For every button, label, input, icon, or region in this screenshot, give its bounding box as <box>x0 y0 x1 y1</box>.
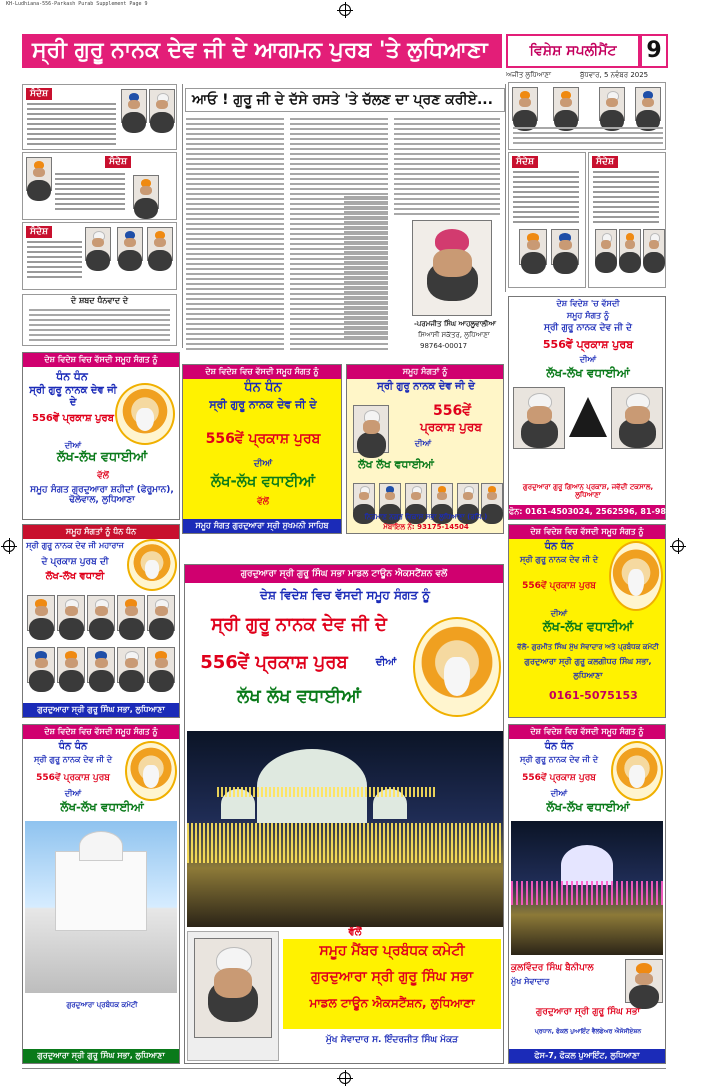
ad-line: ਸ੍ਰੀ ਗੁਰੂ ਨਾਨਕ ਦੇਵ ਜੀ ਦੇ <box>209 398 317 411</box>
registration-mark-top <box>339 4 351 16</box>
ad-singh-sabha-left <box>22 524 180 718</box>
ad-nirman-nagar <box>346 364 504 534</box>
article-column-1 <box>186 118 284 353</box>
thanks-notice <box>22 294 177 346</box>
ad-line: ਦੀਆਂ <box>375 657 397 668</box>
portrait <box>147 227 173 261</box>
gurdwara-night-photo <box>187 731 503 927</box>
ad-line: ਧੰਨ ਧੰਨ <box>56 370 88 383</box>
portrait <box>611 387 663 449</box>
ad-sponsor-box <box>283 939 501 1029</box>
message-box-5 <box>508 152 586 288</box>
portrait <box>117 595 145 631</box>
ad-top-line: ਦੇਸ਼ ਵਿਦੇਸ਼ ਵਿਚ ਵੱਸਦੀ ਸਮੂਹ ਸੰਗਤ ਨੂੰ <box>509 525 665 539</box>
ad-phone: ਮੋਬਾਇਲ ਨੰ: 93175-14504 <box>383 523 469 531</box>
ad-line: ਧੰਨ ਧੰਨ <box>544 541 574 552</box>
author-role: ਸਿਆਸੀ ਸਕੱਤਰ, ਲੁਧਿਆਣਾ <box>418 331 490 339</box>
ad-line: 556ਵੇਂ ਪ੍ਰਕਾਸ਼ ਪੁਰਬ <box>522 773 596 783</box>
ad-line: 556ਵੇਂ ਪ੍ਰਕਾਸ਼ ਪੁਰਬ <box>542 338 634 351</box>
gurdwara-day-photo <box>25 821 177 993</box>
ad-line: 556ਵੇਂ ਪ੍ਰਕਾਸ਼ ਪੁਰਬ <box>36 773 110 783</box>
ad-line: ਧੰਨ ਧੰਨ <box>58 741 88 752</box>
portrait <box>57 595 85 631</box>
ad-benipal-focal-point <box>508 724 666 1064</box>
bottom-rule <box>22 1068 666 1069</box>
ad-singh-sabha-bottom-left <box>22 724 180 1064</box>
ad-line: ਲੱਖ-ਲੱਖ ਵਧਾਈਆਂ <box>210 472 316 490</box>
ad-line: ਮੁੱਖ ਸੇਵਾਦਾਰ ਸ. ਇੰਦਰਜੀਤ ਸਿੰਘ ਮੱਕੜ <box>325 1035 459 1045</box>
ad-line: ਦੀਆਂ <box>64 789 82 798</box>
ad-phone: 0161-5075153 <box>549 689 638 702</box>
author-name: -ਪਰਮਜੀਤ ਸਿੰਘ ਆਹਲੂਵਾਲੀਆ <box>414 320 497 328</box>
portrait <box>457 483 479 511</box>
portrait <box>27 595 55 631</box>
portrait <box>117 647 145 683</box>
portrait <box>133 175 159 209</box>
message-box-3 <box>22 222 177 290</box>
ad-line: ਦੀਆਂ <box>253 459 273 469</box>
guru-nanak-portrait <box>115 383 175 445</box>
registration-mark-right <box>672 540 684 552</box>
ad-jawaddi-taksal <box>508 296 714 520</box>
ad-line: 556ਵੇਂ <box>433 403 471 419</box>
portrait <box>87 595 115 631</box>
ad-line: ਸ੍ਰੀ ਗੁਰੂ ਨਾਨਕ ਦੇਵ ਜੀ ਦੇ <box>544 323 632 333</box>
message-tag: ਸੰਦੇਸ਼ <box>512 156 538 168</box>
author-phone: 98764-00017 <box>420 342 468 350</box>
author-photo <box>412 220 492 316</box>
ad-line: ਦੀਆਂ <box>550 609 568 618</box>
ad-line: ਕੁਲਵਿੰਦਰ ਸਿੰਘ ਬੈਨੀਪਾਲ <box>511 963 594 973</box>
ad-top-line: ਸਮੂਹ ਸੰਗਤਾਂ ਨੂੰ <box>347 365 503 379</box>
guru-nanak-portrait <box>611 741 663 801</box>
ad-line: ਦੇ ਪ੍ਰਕਾਸ਼ ਪੁਰਬ ਦੀ <box>41 557 109 567</box>
portrait <box>379 483 401 511</box>
column-rule <box>505 84 506 292</box>
ad-line: ਸ੍ਰੀ ਗੁਰੂ ਨਾਨਕ ਦੇਵ ਜੀ ਦੇ <box>377 381 475 392</box>
guru-nanak-portrait <box>413 617 501 717</box>
portrait <box>147 595 175 631</box>
ad-line: ਲੱਖ-ਲੱਖ ਵਧਾਈਆਂ <box>542 620 634 635</box>
message-tag: ਸੰਦੇਸ਼ <box>26 88 52 100</box>
ad-line: 556ਵੇਂ ਪ੍ਰਕਾਸ਼ ਪੁਰਬ <box>200 652 348 673</box>
ad-from: ਗੁਰਦੁਆਰਾ ਸ੍ਰੀ ਗੁਰੂ ਸਿੰਘ ਸਭਾ, ਲੁਧਿਆਣਾ <box>23 1049 179 1063</box>
ad-line: ਪ੍ਰਧਾਨ, ਫੋਕਲ ਪੁਆਇੰਟ ਵੈਲਫੇਅਰ ਐਸੋਸੀਏਸ਼ਨ <box>534 1028 642 1035</box>
paper-name: ਅਜੀਤ ਲੁਧਿਆਣਾ <box>506 71 551 79</box>
portrait <box>57 647 85 683</box>
notice-title: ਦੋ ਸ਼ਬਦ ਧੰਨਵਾਦ ਦੇ <box>70 296 129 305</box>
portrait <box>481 483 503 511</box>
ad-line: ਸਮੂਹ ਸੰਗਤ ਨੂੰ <box>566 311 610 320</box>
message-tag: ਸੰਦੇਸ਼ <box>592 156 618 168</box>
ad-line: ਲੱਖ-ਲੱਖ ਵਧਾਈ <box>45 571 105 582</box>
ad-line: ਸ੍ਰੀ ਗੁਰੂ ਨਾਨਕ ਦੇਵ ਜੀ ਮਹਾਰਾਜ <box>26 541 124 550</box>
portrait <box>551 229 579 265</box>
portrait <box>149 89 175 123</box>
portrait <box>147 647 175 683</box>
ad-line: ਧੰਨ ਧੰਨ <box>244 380 282 395</box>
ad-city: ਲੁਧਿਆਣਾ <box>573 671 603 680</box>
gurdwara-night-photo <box>511 821 663 955</box>
khanda-icon <box>569 397 607 437</box>
ad-line: ਲੱਖ-ਲੱਖ ਵਧਾਈਆਂ <box>546 800 630 814</box>
portrait <box>405 483 427 511</box>
portrait <box>26 157 52 191</box>
ad-top-line: ਸਮੂਹ ਸੰਗਤਾਂ ਨੂੰ ਧੰਨ ਧੰਨ <box>23 525 179 539</box>
page-number: 9 <box>640 34 668 68</box>
portrait <box>117 227 143 261</box>
guru-nanak-portrait <box>125 741 177 801</box>
ad-line: ਲੱਖ-ਲੱਖ ਵਧਾਈਆਂ <box>546 366 630 380</box>
column-rule <box>182 84 183 348</box>
print-slug: KH-Ludhiana-556-Parkash Purab Supplement Page 9 <box>6 1 148 7</box>
article-column-3-top <box>394 118 500 218</box>
ad-line: 556ਵੇਂ ਪ੍ਰਕਾਸ਼ ਪੁਰਬ <box>32 413 114 424</box>
ad-kalgidhar-singh-sabha <box>508 524 666 718</box>
ad-from: ਸਮੂਹ ਸੰਗਤ ਗੁਰਦੁਆਰਾ ਸ਼ਹੀਦਾਂ (ਫੇਰੂਮਾਨ), ਢੋਲੇਵਾਲ, ਲੁਧਿਆਣਾ <box>30 485 174 506</box>
ad-line: ਲੱਖ ਲੱਖ ਵਧਾਈਆਂ <box>237 686 361 707</box>
ad-line: ਪ੍ਰਕਾਸ਼ ਪੁਰਬ <box>420 420 482 434</box>
ad-line: ਸ੍ਰੀ ਗੁਰੂ ਨਾਨਕ ਦੇਵ ਜੀ ਦੇ <box>519 555 599 564</box>
ad-from: ਨਿਰਮਾਣ ਨਗਰ ਵਿਕਾਸ ਸਭਾ ਲੁਧਿਆਣਾ (ਰਜਿ.) <box>364 513 488 521</box>
ad-line: ਗੁਰਦੁਆਰਾ ਸ੍ਰੀ ਗੁਰੂ ਸਿੰਘ ਸਭਾ <box>535 1007 641 1017</box>
ad-line: ਵੱਲੋਂ <box>257 497 269 507</box>
ad-line: ਦੀਆਂ <box>414 439 432 448</box>
ad-model-town-extension <box>184 564 504 1064</box>
ad-top-line: ਦੇਸ਼ ਵਿਦੇਸ਼ ਵਿਚ ਵੱਸਦੀ ਸਮੂਹ ਸੰਗਤ ਨੂੰ <box>183 365 341 379</box>
article-headline: ਆਓ ! ਗੁਰੂ ਜੀ ਦੇ ਦੱਸੇ ਰਸਤੇ 'ਤੇ ਚੱਲਣ ਦਾ ਪ੍ਰਣ ਕਰੀਏ... <box>185 88 505 112</box>
ad-from: ਗੁਰਦੁਆਰਾ ਸ੍ਰੀ ਗੁਰੂ ਸਿੰਘ ਸਭਾ, ਲੁਧਿਆਣਾ <box>23 703 179 717</box>
ad-top-line: ਦੇਸ਼ ਵਿਦੇਸ਼ ਵਿਚ ਵੱਸਦੀ ਸਮੂਹ ਸੰਗਤ ਨੂੰ <box>23 353 179 367</box>
sevadar-portrait-frame <box>187 931 279 1061</box>
message-box-1 <box>22 84 177 150</box>
ad-line: ਧੰਨ ਧੰਨ <box>544 741 574 752</box>
guru-nanak-portrait <box>127 539 177 591</box>
portrait <box>353 405 389 453</box>
ad-dholewal <box>22 352 180 520</box>
guru-nanak-portrait <box>609 541 663 611</box>
message-tag: ਸੰਦੇਸ਼ <box>105 156 131 168</box>
ad-phone: ਫੋਨ: 0161-4503024, 2562596, 81-98721-20274 <box>509 505 665 519</box>
ad-line: ਫੇਸ-7, ਫੋਕਲ ਪੁਆਇੰਟ, ਲੁਧਿਆਣਾ <box>509 1049 665 1063</box>
ad-line: ਸ੍ਰੀ ਗੁਰੂ ਨਾਨਕ ਦੇਵ ਜੀ ਦੇ <box>211 614 387 635</box>
ad-line: ਲੱਖ-ਲੱਖ ਵਧਾਈਆਂ <box>60 800 144 814</box>
ad-line: ਸ੍ਰੀ ਗੁਰੂ ਨਾਨਕ ਦੇਵ ਜੀ ਦੇ <box>33 755 113 764</box>
ad-line: 556ਵੇਂ ਪ੍ਰਕਾਸ਼ ਪੁਰਬ <box>205 431 321 447</box>
portrait <box>519 229 547 265</box>
ad-line: ਲੱਖ ਲੱਖ ਵਧਾਈਆਂ <box>358 458 434 471</box>
ad-line: ਮੁੱਖ ਸੇਵਾਦਾਰ <box>511 977 550 986</box>
portrait <box>121 89 147 123</box>
portrait <box>431 483 453 511</box>
portrait <box>553 87 579 121</box>
ad-line: ਦੀਆਂ <box>64 441 82 450</box>
portrait <box>87 647 115 683</box>
portrait <box>635 87 661 121</box>
ad-line: ਦੀਆਂ <box>579 355 597 364</box>
message-tag: ਸੰਦੇਸ਼ <box>26 226 52 238</box>
portrait <box>643 229 665 263</box>
portrait <box>27 647 55 683</box>
ad-from: ਗੁਰਦੁਆਰਾ ਸ੍ਰੀ ਗੁਰੂ ਕਲਗੀਧਰ ਸਿੰਘ ਸਭਾ, <box>524 657 652 666</box>
portrait <box>599 87 625 121</box>
ad-top-line: ਦੇਸ਼ ਵਿਦੇਸ਼ ਵਿਚ ਵੱਸਦੀ ਸਮੂਹ ਸੰਗਤ ਨੂੰ <box>509 725 665 739</box>
portrait <box>353 483 375 511</box>
portrait <box>625 959 663 1003</box>
ad-line: ਲੱਖ-ਲੱਖ ਵਧਾਈਆਂ <box>56 450 148 465</box>
ad-line: ਸ੍ਰੀ ਗੁਰੂ ਨਾਨਕ ਦੇਵ ਜੀ ਦੇ <box>519 755 599 764</box>
portrait <box>595 229 617 263</box>
message-box-2 <box>22 152 177 220</box>
ad-line: ਗੁਰਦੁਆਰਾ ਸ੍ਰੀ ਗੁਰੂ ਸਿੰਘ ਸਭਾ <box>311 969 473 985</box>
ad-line: ਸ੍ਰੀ ਗੁਰੂ ਨਾਨਕ ਦੇਵ ਜੀ ਦੇ <box>29 385 117 408</box>
ad-from: ਗੁਰਦੁਆਰਾ ਗੁਰੂ ਗਿਆਨ ਪ੍ਰਕਾਸ਼, ਜਵੱਦੀ ਟਕਸਾਲ, ਲੁਧਿਆਣਾ <box>522 483 654 500</box>
portrait <box>512 87 538 121</box>
ad-line: ਦੇਸ਼ ਵਿਦੇਸ਼ ਵਿਚ ਵੱਸਦੀ ਸਮੂਹ ਸੰਗਤ ਨੂੰ <box>260 588 430 602</box>
ad-line: ਦੀਆਂ <box>550 789 568 798</box>
ad-top-line: ਦੇਸ਼ ਵਿਦੇਸ਼ 'ਚ ਵੱਸਦੀ <box>556 299 620 308</box>
portrait <box>513 387 565 449</box>
portrait <box>85 227 111 261</box>
registration-mark-left <box>3 540 15 552</box>
ad-from: ਸਮੂਹ ਸੰਗਤ ਗੁਰਦੁਆਰਾ ਸ੍ਰੀ ਸੁਖਮਨੀ ਸਾਹਿਬ <box>183 519 341 533</box>
ad-sukhmani-sahib <box>182 364 342 534</box>
article-column-3-side <box>344 196 388 341</box>
message-box-6 <box>588 152 666 288</box>
ad-from: ਗੁਰਦੁਆਰਾ ਪ੍ਰਬੰਧਕ ਕਮੇਟੀ <box>66 1001 138 1009</box>
ad-line: ਸਮੂਹ ਮੈਂਬਰ ਪ੍ਰਬੰਧਕ ਕਮੇਟੀ <box>319 943 465 959</box>
supplement-label: ਵਿਸ਼ੇਸ਼ ਸਪਲੀਮੈਂਟ <box>506 34 640 68</box>
message-box-4 <box>508 82 666 150</box>
ad-top-line: ਦੇਸ਼ ਵਿਦੇਸ਼ ਵਿਚ ਵੱਸਦੀ ਸਮੂਹ ਸੰਗਤ ਨੂੰ <box>23 725 179 739</box>
ad-line: 556ਵੇਂ ਪ੍ਰਕਾਸ਼ ਪੁਰਬ <box>522 581 596 591</box>
portrait <box>194 938 272 1038</box>
ad-top-line: ਗੁਰਦੁਆਰਾ ਸ੍ਰੀ ਗੁਰੂ ਸਿੰਘ ਸਭਾ ਮਾਡਲ ਟਾਊਨ ਐਕਸਟੈਂਸ਼ਨ ਵਲੋਂ <box>185 565 503 583</box>
portrait <box>619 229 641 263</box>
ad-line: ਵੱਲੋਂ <box>97 471 109 481</box>
ad-line: ਵੱਲੋਂ <box>348 927 362 938</box>
issue-date: ਬੁੱਧਵਾਰ, 5 ਨਵੰਬਰ 2025 <box>580 71 649 79</box>
ad-from: ਵੱਲੋਂ- ਗੁਰਮੀਤ ਸਿੰਘ ਮੁੱਖ ਸੇਵਾਦਾਰ ਅਤੇ ਪ੍ਰਬੰਧਕ ਕਮੇਟੀ <box>517 643 659 651</box>
ad-line: ਮਾਡਲ ਟਾਊਨ ਐਕਸਟੈਂਸ਼ਨ, ਲੁਧਿਆਣਾ <box>309 996 475 1010</box>
registration-mark-bottom <box>339 1072 351 1084</box>
page-banner-title: ਸ੍ਰੀ ਗੁਰੂ ਨਾਨਕ ਦੇਵ ਜੀ ਦੇ ਆਗਮਨ ਪੁਰਬ 'ਤੇ ਲੁਧਿਆਣਾ <box>22 34 502 68</box>
